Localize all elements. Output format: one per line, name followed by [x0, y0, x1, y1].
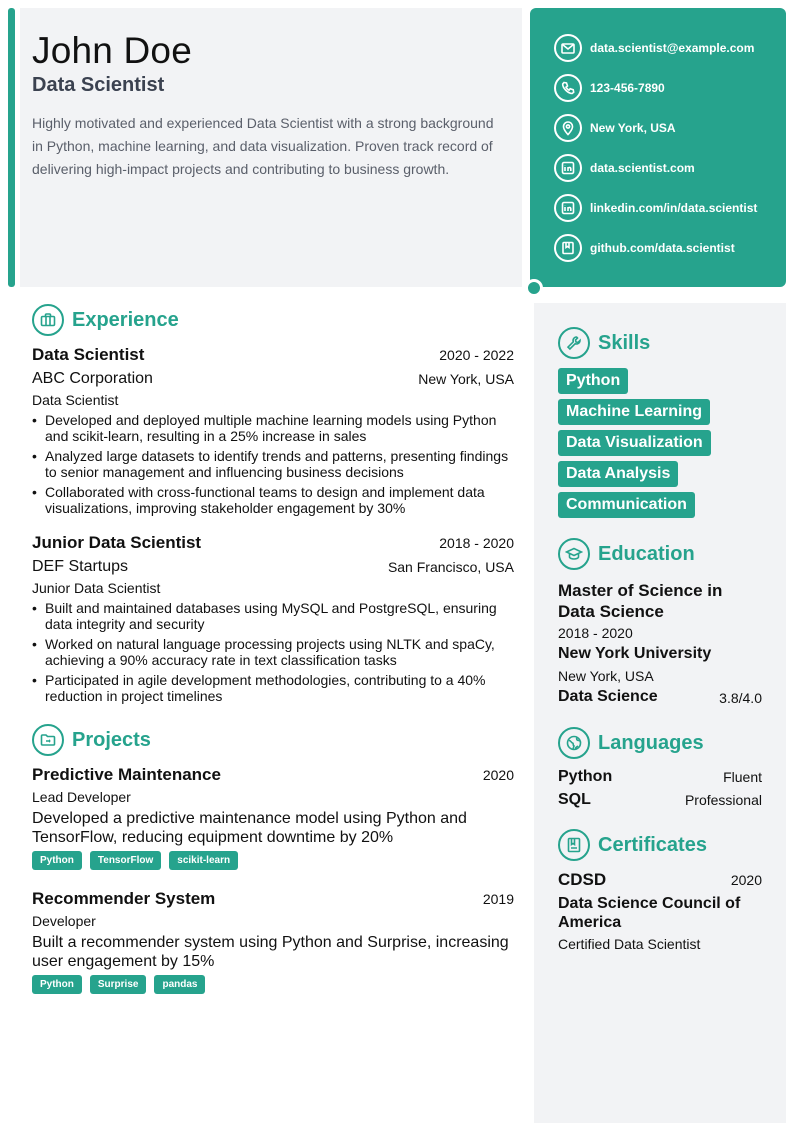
- education-school: New York University: [558, 645, 712, 662]
- project-description: Built a recommender system using Python and Surprise, increasing user engagement by 15%: [32, 934, 509, 970]
- skill-badge: Communication: [558, 492, 695, 518]
- projects-heading: [32, 724, 151, 756]
- project-tag: scikit-learn: [169, 851, 238, 870]
- skills-heading: [558, 327, 650, 359]
- job-title: Data Scientist: [32, 345, 145, 364]
- sidebar-panel: [534, 303, 786, 1123]
- project-tags: [32, 851, 238, 870]
- project-tag: TensorFlow: [90, 851, 161, 870]
- projects-title: Projects: [72, 728, 151, 751]
- language-level: Fluent: [723, 769, 762, 785]
- education-gpa: 3.8/4.0: [719, 690, 762, 706]
- globe-icon: [558, 727, 590, 759]
- linkedin-icon: [554, 194, 582, 222]
- header-panel: [20, 8, 522, 287]
- job-bullet: • Analyzed large datasets to identify trends and patterns, presenting findings to senior management and influencing business decisions: [32, 448, 514, 480]
- location-pin-icon: [554, 114, 582, 142]
- summary-text: Highly motivated and experienced Data Scientist with a strong background in Python, machine learning, and data visualization. Proven track record of delivering high-impact projects and contributing to business growth.: [32, 115, 494, 177]
- job-company: DEF Startups: [32, 558, 129, 575]
- job-role: Junior Data Scientist: [32, 580, 161, 596]
- job-role: Data Scientist: [32, 392, 119, 408]
- contact-location-text: New York, USA: [590, 121, 676, 135]
- job-bullet: • Participated in agile development methodologies, contributing to a 40% reduction in project timelines: [32, 672, 514, 704]
- graduation-cap-icon: [558, 538, 590, 570]
- contact-website[interactable]: [554, 152, 695, 184]
- education-location: New York, USA: [558, 668, 654, 684]
- project-tag: Surprise: [90, 975, 147, 994]
- experience-heading: [32, 304, 179, 336]
- contact-email[interactable]: [554, 32, 754, 64]
- folder-icon: [32, 724, 64, 756]
- skill-badge: Python: [558, 368, 628, 394]
- job-company: ABC Corporation: [32, 370, 153, 387]
- project-tag: pandas: [154, 975, 205, 994]
- candidate-title: Data Scientist: [32, 74, 165, 96]
- contact-location: [554, 112, 676, 144]
- briefcase-icon: [32, 304, 64, 336]
- job-bullet: • Developed and deployed multiple machine learning models using Python and scikit-learn, resulting in a 25% increase in sales: [32, 412, 514, 444]
- education-degree: Master of Science in Data Science: [558, 581, 723, 621]
- contact-github-text: github.com/data.scientist: [590, 241, 735, 255]
- job-bullets: [32, 412, 514, 520]
- education-heading: [558, 538, 695, 570]
- languages-heading: [558, 727, 704, 759]
- linkedin-icon: [554, 154, 582, 182]
- project-year: 2020: [482, 767, 514, 783]
- project-tags: [32, 975, 205, 994]
- accent-bar: [8, 8, 15, 287]
- certificate-year: 2020: [730, 872, 762, 888]
- certificates-title: Certificates: [598, 833, 707, 856]
- job-dates: 2020 - 2022: [439, 347, 514, 363]
- job-bullet: • Built and maintained databases using MySQL and PostgreSQL, ensuring data integrity and security: [32, 600, 514, 632]
- project-name: Recommender System: [32, 889, 216, 908]
- skills-title: Skills: [598, 331, 651, 354]
- education-dates: 2018 - 2020: [558, 625, 633, 641]
- contact-phone[interactable]: [554, 72, 665, 104]
- wrench-icon: [558, 327, 590, 359]
- project-role: Developer: [32, 913, 96, 929]
- job-location: San Francisco, USA: [387, 559, 514, 575]
- project-tag: Python: [32, 975, 82, 994]
- job-title: Junior Data Scientist: [32, 533, 202, 552]
- project-tag: Python: [32, 851, 82, 870]
- skill-badge: Machine Learning: [558, 399, 710, 425]
- contact-email-text: data.scientist@example.com: [590, 41, 755, 55]
- certificates-heading: [558, 829, 707, 861]
- contact-github[interactable]: [554, 232, 735, 264]
- skill-badge: Data Visualization: [558, 430, 711, 456]
- certificate-icon: [558, 829, 590, 861]
- education-field: Data Science: [558, 688, 658, 705]
- contact-linkedin[interactable]: [554, 192, 757, 224]
- language-name: Python: [558, 768, 613, 785]
- experience-title: Experience: [72, 308, 179, 331]
- contact-website-text: data.scientist.com: [590, 161, 695, 175]
- certificate-name: CDSD: [558, 870, 607, 889]
- contact-panel: [530, 8, 786, 287]
- phone-icon: [554, 74, 582, 102]
- project-name: Predictive Maintenance: [32, 765, 221, 784]
- job-bullet: • Worked on natural language processing projects using NLTK and spaCy, achieving a 90% accuracy rate in text classification tasks: [32, 636, 514, 668]
- github-icon: [554, 234, 582, 262]
- language-level: Professional: [684, 792, 762, 808]
- candidate-name: John Doe: [32, 30, 192, 71]
- skill-badge: Data Analysis: [558, 461, 678, 487]
- mail-icon: [554, 34, 582, 62]
- language-name: SQL: [558, 791, 591, 808]
- contact-linkedin-text: linkedin.com/in/data.scientist: [590, 201, 758, 215]
- job-location: New York, USA: [418, 371, 514, 387]
- job-bullet: • Collaborated with cross-functional teams to design and implement data visualizations, improving stakeholder engagement by 30%: [32, 484, 514, 516]
- project-role: Lead Developer: [32, 789, 131, 805]
- education-title: Education: [598, 542, 695, 565]
- certificate-issuer: Data Science Council of America: [558, 895, 741, 931]
- project-description: Developed a predictive maintenance model using Python and TensorFlow, reducing equipment downtime by 20%: [32, 810, 467, 846]
- job-bullets: [32, 600, 514, 708]
- project-year: 2019: [482, 891, 514, 907]
- contact-phone-text: 123-456-7890: [590, 81, 665, 95]
- languages-title: Languages: [598, 731, 704, 754]
- decorative-dot: [525, 279, 543, 297]
- certificate-title: Certified Data Scientist: [558, 936, 701, 952]
- job-dates: 2018 - 2020: [439, 535, 514, 551]
